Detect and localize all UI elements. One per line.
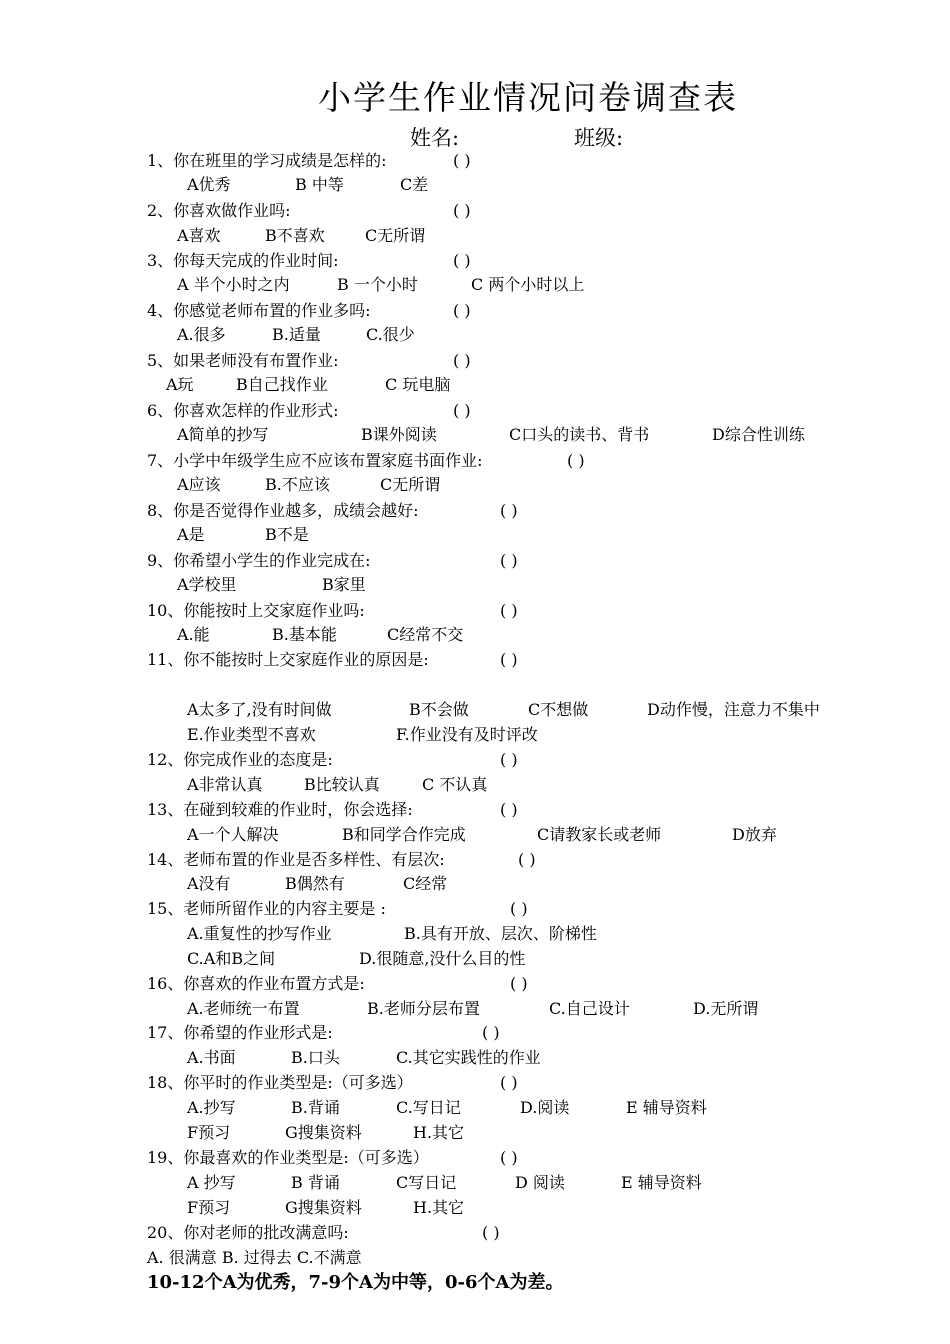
line-text: A学校里 xyxy=(177,575,237,594)
line-text: A优秀 xyxy=(187,175,231,194)
line-text: 11、你不能按时上交家庭作业的原因是: xyxy=(147,650,429,669)
line-text: A.抄写 xyxy=(187,1098,236,1117)
line-text: 13、在碰到较难的作业时，你会选择: xyxy=(147,800,413,819)
option-text: D 阅读 xyxy=(515,1173,565,1192)
answer-blank: ( ) xyxy=(500,501,518,520)
option-text: G搜集资料 xyxy=(285,1198,362,1217)
answer-blank: ( ) xyxy=(500,750,518,769)
line-text: A非常认真 xyxy=(187,775,263,794)
answer-blank: ( ) xyxy=(500,601,518,620)
line-text: F预习 xyxy=(187,1123,231,1142)
option-text: C无所谓 xyxy=(365,226,426,245)
line-text: 4、你感觉老师布置的作业多吗: xyxy=(147,301,371,320)
answer-blank: ( ) xyxy=(482,1023,500,1042)
line-text: A没有 xyxy=(187,874,231,893)
answer-blank: ( ) xyxy=(500,1073,518,1092)
answer-blank: ( ) xyxy=(500,551,518,570)
answer-blank: ( ) xyxy=(567,451,585,470)
option-text: C无所谓 xyxy=(380,475,441,494)
option-text: B家里 xyxy=(322,575,366,594)
option-text: C.自己设计 xyxy=(549,999,630,1018)
option-text: D.很随意,没什么目的性 xyxy=(359,949,526,968)
option-text: D放弃 xyxy=(732,825,777,844)
answer-blank: ( ) xyxy=(518,850,536,869)
answer-blank: ( ) xyxy=(453,201,471,220)
line-text: A.书面 xyxy=(187,1048,236,1067)
line-text: 14、老师布置的作业是否多样性、有层次: xyxy=(147,850,445,869)
line-text: A 半个小时之内 xyxy=(177,275,290,294)
option-text: C.其它实践性的作业 xyxy=(396,1048,541,1067)
option-text: C口头的读书、背书 xyxy=(509,425,650,444)
option-text: B 背诵 xyxy=(291,1173,340,1192)
option-text: B 中等 xyxy=(295,175,344,194)
line-text: A太多了,没有时间做 xyxy=(187,700,332,719)
answer-blank: ( ) xyxy=(500,650,518,669)
answer-blank: ( ) xyxy=(453,251,471,270)
answer-blank: ( ) xyxy=(482,1223,500,1242)
answer-blank: ( ) xyxy=(453,151,471,170)
option-text: C经常不交 xyxy=(387,625,464,644)
option-text: B.不应该 xyxy=(265,475,330,494)
line-text: A简单的抄写 xyxy=(177,425,269,444)
option-text: B不会做 xyxy=(409,700,469,719)
page-title: 小学生作业情况问卷调查表 xyxy=(318,78,738,117)
line-text: A.重复性的抄写作业 xyxy=(187,924,332,943)
option-text: B和同学合作完成 xyxy=(342,825,466,844)
option-text: C 不认真 xyxy=(422,775,488,794)
option-text: C请教家长或老师 xyxy=(537,825,662,844)
option-text: C.很少 xyxy=(366,325,415,344)
answer-blank: ( ) xyxy=(453,301,471,320)
option-text: B不是 xyxy=(265,525,309,544)
line-text: F预习 xyxy=(187,1198,231,1217)
line-text: A应该 xyxy=(177,475,221,494)
line-text: A.能 xyxy=(177,625,210,644)
line-text: 7、小学中年级学生应不应该布置家庭书面作业: xyxy=(147,451,483,470)
name-label: 姓名: xyxy=(410,126,460,150)
option-text: B.基本能 xyxy=(272,625,337,644)
option-text: D综合性训练 xyxy=(712,425,805,444)
option-text: B不喜欢 xyxy=(265,226,325,245)
option-text: C经常 xyxy=(403,874,448,893)
line-text: 6、你喜欢怎样的作业形式: xyxy=(147,401,339,420)
option-text: C写日记 xyxy=(396,1173,457,1192)
line-text: 2、你喜欢做作业吗: xyxy=(147,201,291,220)
option-text: C不想做 xyxy=(528,700,589,719)
line-text: 16、你喜欢的作业布置方式是: xyxy=(147,974,365,993)
line-text: 18、你平时的作业类型是:（可多选） xyxy=(147,1073,413,1092)
option-text: H.其它 xyxy=(413,1123,465,1142)
line-text: A玩 xyxy=(166,375,194,394)
line-text: A是 xyxy=(177,525,205,544)
option-text: B偶然有 xyxy=(285,874,345,893)
scoring-note: 10-12个A为优秀，7-9个A为中等，0-6个A为差。 xyxy=(147,1272,564,1293)
answer-blank: ( ) xyxy=(510,974,528,993)
class-label: 班级: xyxy=(574,126,624,150)
option-text: E 辅导资料 xyxy=(621,1173,702,1192)
option-text: C.写日记 xyxy=(396,1098,461,1117)
line-text: A一个人解决 xyxy=(187,825,279,844)
option-text: B课外阅读 xyxy=(361,425,437,444)
option-text: F.作业没有及时评改 xyxy=(396,725,538,744)
option-text: B.老师分层布置 xyxy=(367,999,480,1018)
answer-blank: ( ) xyxy=(453,401,471,420)
option-text: C差 xyxy=(400,175,429,194)
line-text: C.A和B之间 xyxy=(187,949,276,968)
option-text: D.阅读 xyxy=(520,1098,570,1117)
line-text: 10、你能按时上交家庭作业吗: xyxy=(147,601,365,620)
option-text: B.具有开放、层次、阶梯性 xyxy=(404,924,597,943)
line-text: A 抄写 xyxy=(187,1173,236,1192)
option-text: H.其它 xyxy=(413,1198,465,1217)
option-text: B.口头 xyxy=(291,1048,340,1067)
line-text: 5、如果老师没有布置作业: xyxy=(147,351,339,370)
line-text: A. 很满意 B. 过得去 C.不满意 xyxy=(147,1248,362,1267)
option-text: B比较认真 xyxy=(304,775,380,794)
option-text: B 一个小时 xyxy=(337,275,418,294)
line-text: A喜欢 xyxy=(177,226,221,245)
option-text: C 玩电脑 xyxy=(385,375,451,394)
option-text: E 辅导资料 xyxy=(626,1098,707,1117)
answer-blank: ( ) xyxy=(500,800,518,819)
answer-blank: ( ) xyxy=(510,899,528,918)
line-text: 8、你是否觉得作业越多，成绩会越好: xyxy=(147,501,419,520)
line-text: 20、你对老师的批改满意吗: xyxy=(147,1223,349,1242)
line-text: 3、你每天完成的作业时间: xyxy=(147,251,339,270)
line-text: E.作业类型不喜欢 xyxy=(187,725,316,744)
line-text: 1、你在班里的学习成绩是怎样的: xyxy=(147,151,387,170)
option-text: B.适量 xyxy=(272,325,321,344)
option-text: G搜集资料 xyxy=(285,1123,362,1142)
line-text: 12、你完成作业的态度是: xyxy=(147,750,333,769)
line-text: 9、你希望小学生的作业完成在: xyxy=(147,551,371,570)
option-text: B.背诵 xyxy=(291,1098,340,1117)
option-text: B自己找作业 xyxy=(236,375,328,394)
answer-blank: ( ) xyxy=(453,351,471,370)
option-text: C 两个小时以上 xyxy=(471,275,585,294)
line-text: 19、你最喜欢的作业类型是:（可多选） xyxy=(147,1148,429,1167)
option-text: D.无所谓 xyxy=(693,999,759,1018)
answer-blank: ( ) xyxy=(500,1148,518,1167)
line-text: 17、你希望的作业形式是: xyxy=(147,1023,333,1042)
line-text: A.很多 xyxy=(177,325,226,344)
line-text: 15、老师所留作业的内容主要是 : xyxy=(147,899,386,918)
option-text: D动作慢，注意力不集中 xyxy=(647,700,820,719)
line-text: A.老师统一布置 xyxy=(187,999,300,1018)
